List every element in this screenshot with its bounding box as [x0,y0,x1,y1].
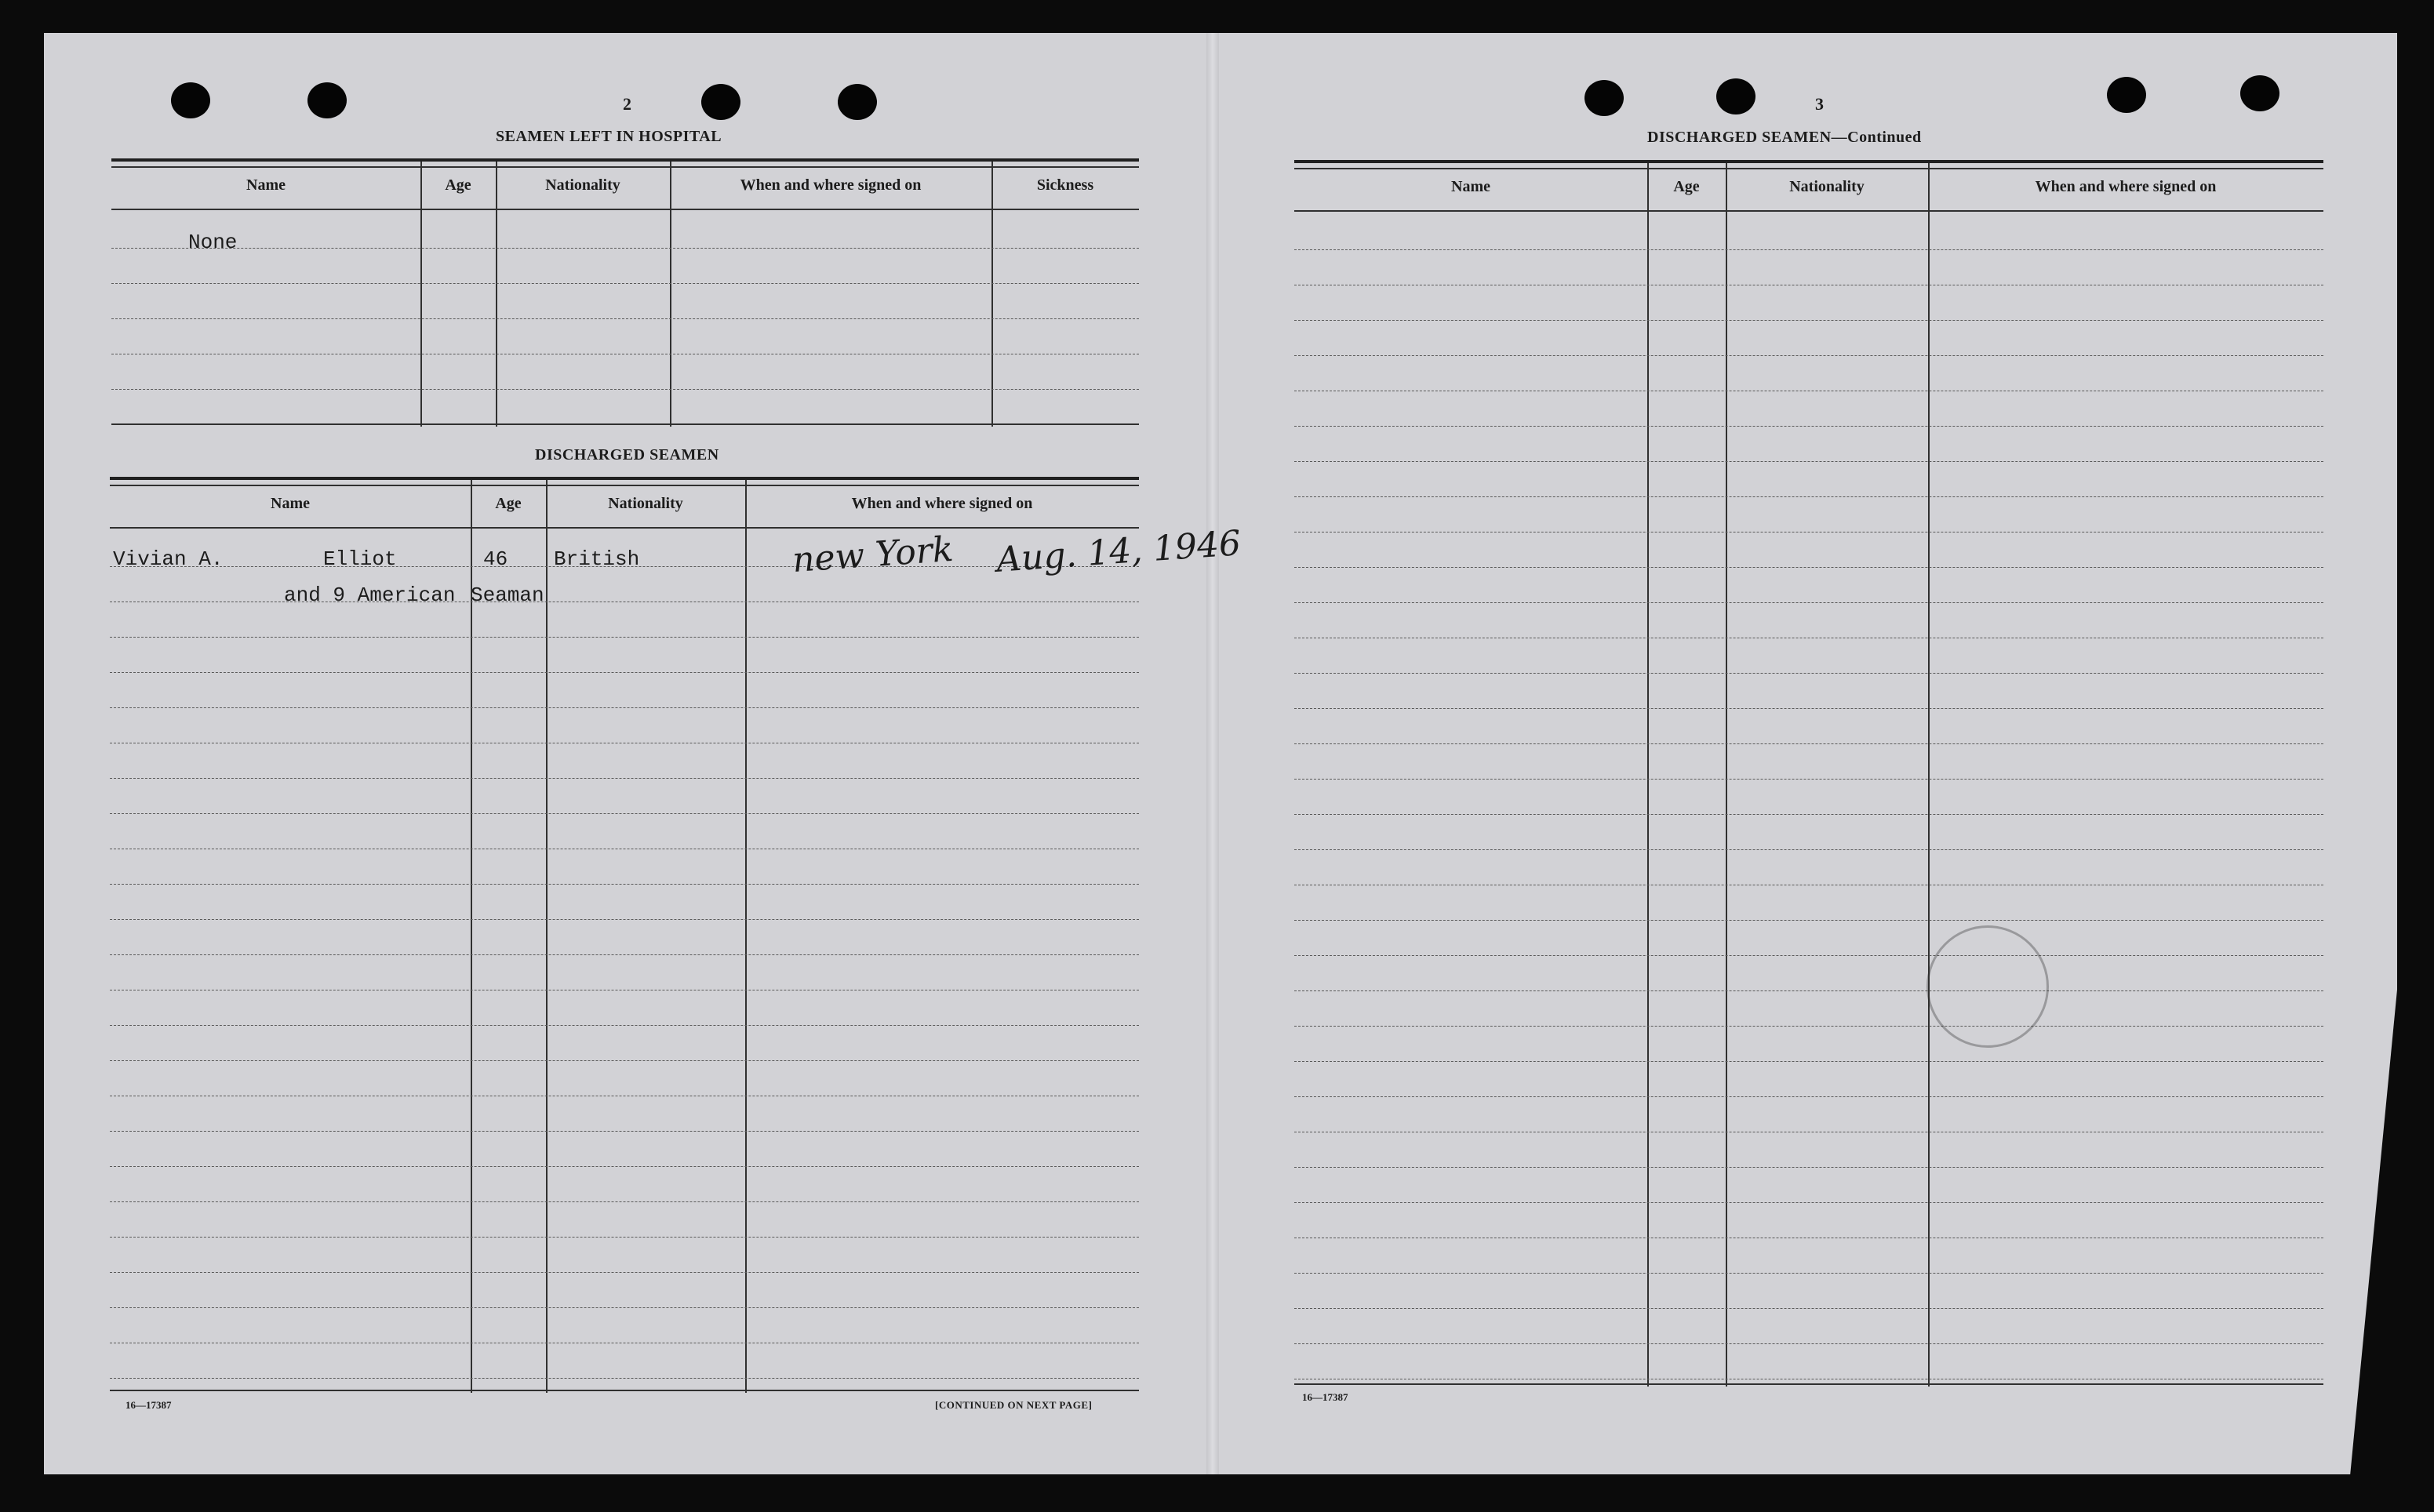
header-age: Age [1673,177,1700,195]
header-nationality: Nationality [1789,177,1865,195]
ruled-line [1294,920,2323,921]
seaman-first-name: Vivian A. [113,547,224,571]
ruled-line [1294,849,2323,850]
seaman-age: 46 [483,547,508,571]
header-signed-on: When and where signed on [740,176,922,194]
page-number: 3 [1815,94,1824,114]
additional-seamen-note: and 9 American [284,583,456,607]
ruled-line [1294,602,2323,603]
ruled-line [1294,1273,2323,1274]
ruled-line [1294,1202,2323,1203]
signed-on-place: new York [791,529,955,581]
ruled-line [1294,1026,2323,1027]
continued-note: [CONTINUED ON NEXT PAGE] [935,1399,1093,1411]
customs-stamp [1926,925,2049,1048]
ruled-line [1294,496,2323,497]
header-name: Name [271,494,310,512]
ruled-line [1294,779,2323,780]
header-name: Name [1451,177,1490,195]
ruled-line [1294,426,2323,427]
header-sickness: Sickness [1036,176,1094,194]
seaman-nationality: British [554,547,640,571]
header-name: Name [246,176,286,194]
ruled-line [1294,1096,2323,1097]
header-age: Age [445,176,471,194]
ruled-line [1294,673,2323,674]
ruled-line [1294,320,2323,321]
ruled-line [1294,990,2323,991]
signed-on-date: Aug. 14, 1946 [995,523,1242,580]
ruled-line [1294,814,2323,815]
ruled-line [1294,1167,2323,1168]
discharged-continued-table [1294,160,2323,1387]
ruled-line [1294,461,2323,462]
header-nationality: Nationality [608,494,683,512]
ruled-line [1294,567,2323,568]
additional-seamen-role: Seaman [471,583,544,607]
ruled-line [1294,249,2323,250]
seaman-last-name: Elliot [323,547,397,571]
page-number: 2 [623,94,631,114]
section-title-hospital: SEAMEN LEFT IN HOSPITAL [496,128,722,145]
ruled-line [1294,1308,2323,1309]
header-nationality: Nationality [545,176,620,194]
form-number: 16—17387 [126,1399,172,1411]
section-title-discharged: DISCHARGED SEAMEN [535,446,719,463]
ruled-line [1294,743,2323,744]
header-signed-on: When and where signed on [851,494,1033,512]
ruled-line [1294,1061,2323,1062]
ruled-line [1294,355,2323,356]
section-title-discharged-continued: DISCHARGED SEAMEN—Continued [1647,129,1922,146]
header-age: Age [495,494,522,512]
hospital-entry: None [188,231,238,254]
header-signed-on: When and where signed on [2035,177,2217,195]
ruled-line [1294,1343,2323,1344]
form-number: 16—17387 [1302,1391,1348,1403]
table-header [1294,163,2323,212]
ruled-line [1294,955,2323,956]
ruled-line [1294,708,2323,709]
